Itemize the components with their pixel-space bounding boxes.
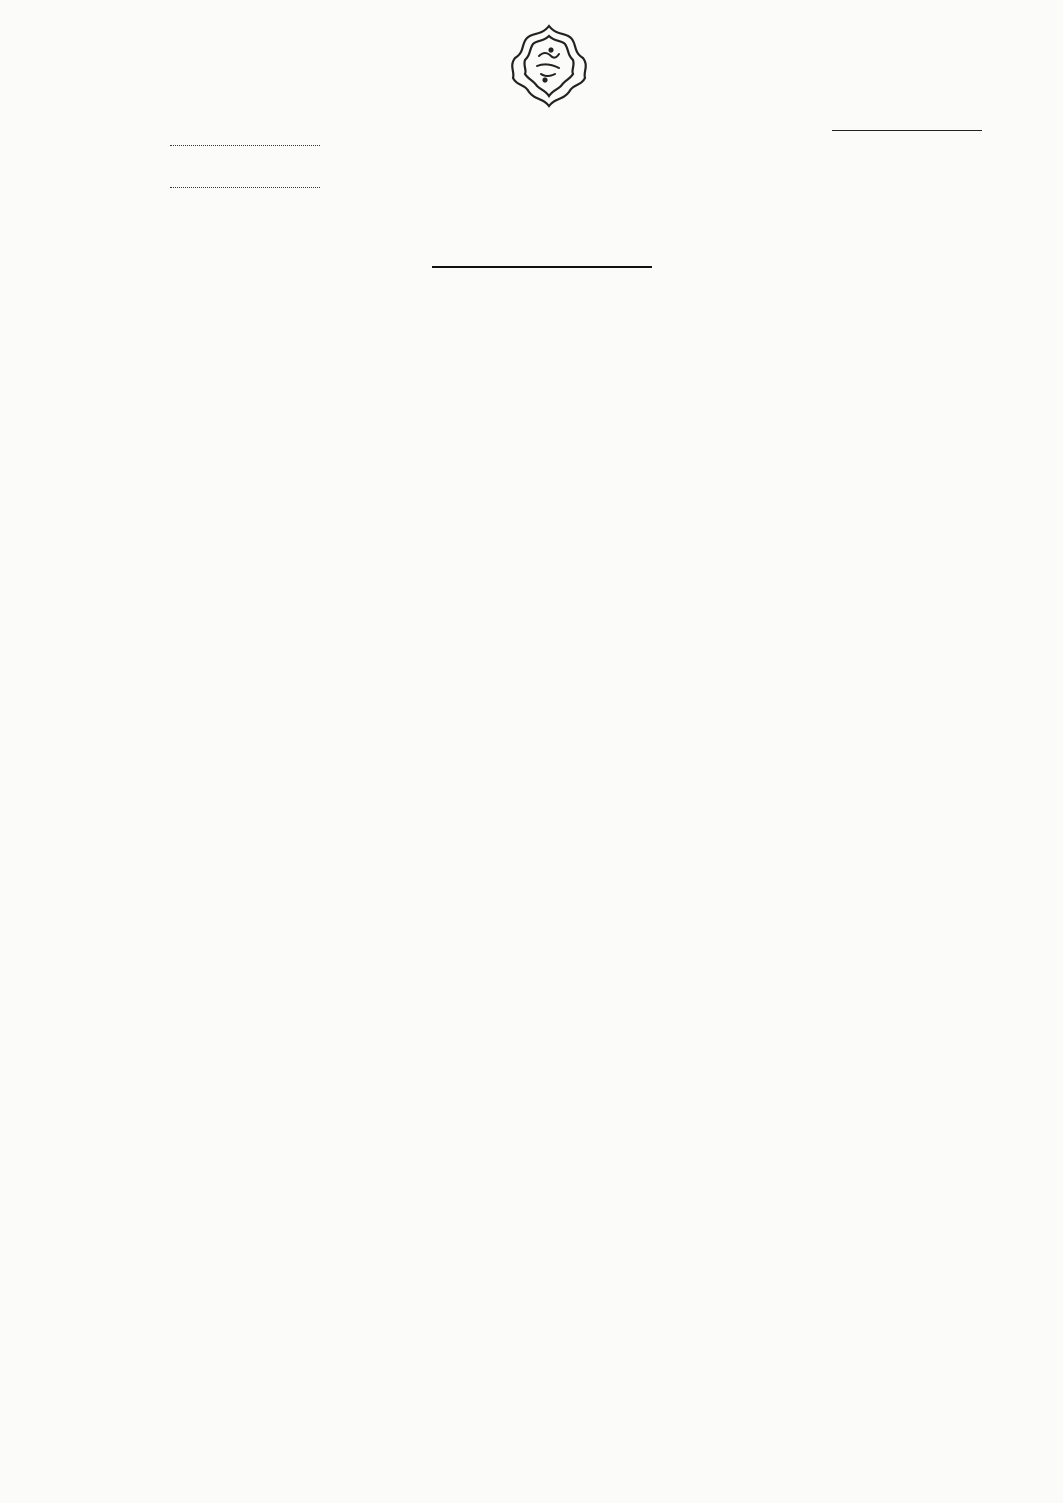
title-underline (432, 266, 652, 268)
basmala-underline (832, 130, 982, 131)
attachment-dots (170, 187, 320, 188)
letter-attachment-row (166, 178, 320, 196)
letter-date-row (166, 136, 320, 154)
letter-number-row (314, 100, 320, 130)
date-dots (170, 145, 320, 146)
municipality-logo-icon (505, 22, 593, 110)
